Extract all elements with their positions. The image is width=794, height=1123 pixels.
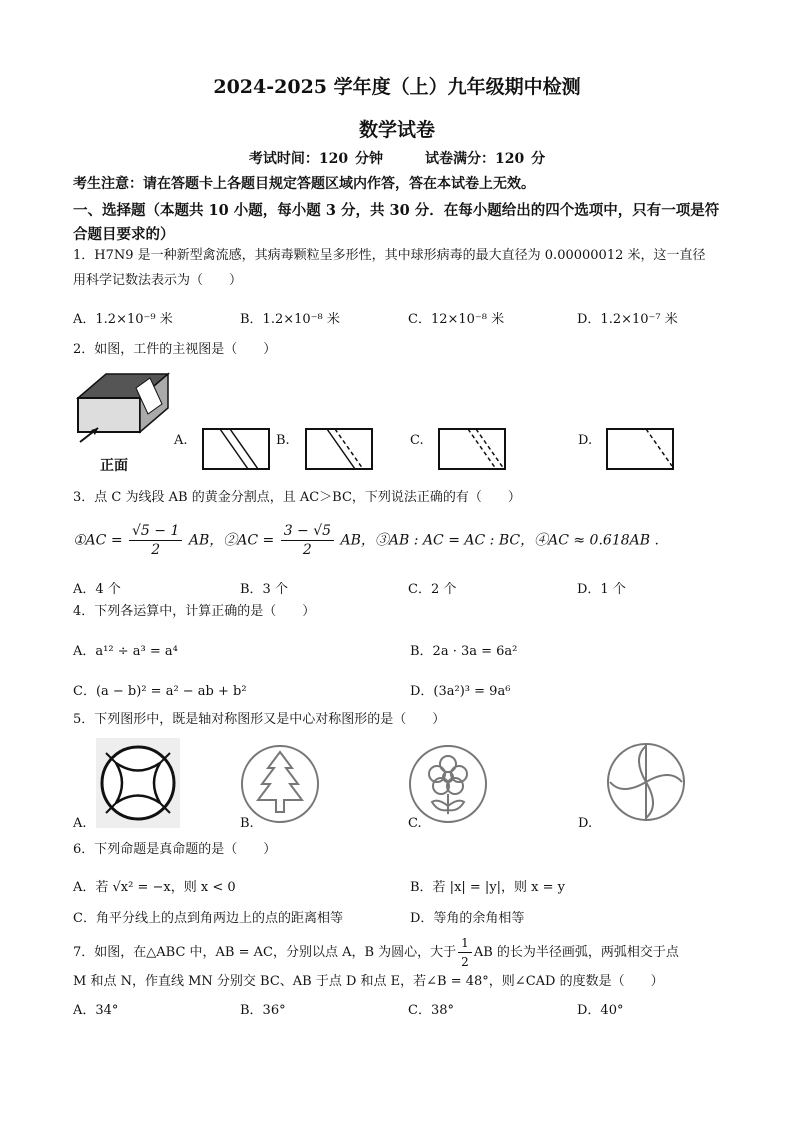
exam-subtitle: 数学试卷	[358, 119, 435, 141]
q2-option-c-figure	[438, 428, 506, 470]
q5-option-c: C.	[408, 816, 422, 831]
q5-option-d: D.	[578, 816, 593, 831]
q5-option-c-figure	[406, 742, 490, 826]
q1-option-d: D．1.2×10⁻⁷ 米	[577, 312, 678, 327]
q6-option-d: D．等角的余角相等	[410, 911, 525, 926]
q6-text: 6．下列命题是真命题的是（ ）	[73, 842, 277, 857]
q7-text-line2: M 和点 N，作直线 MN 分别交 BC、AB 于点 D 和点 E，若∠B = 48°，则∠CAD 的度数是（ ）	[73, 974, 664, 989]
exam-score: 试卷满分：120 分	[425, 151, 546, 167]
q3-fraction-1: $\frac{√5 - 1}{2}$	[129, 522, 182, 559]
q2-option-d: D.	[578, 433, 593, 448]
q5-option-d-figure	[604, 740, 688, 824]
q3-statement-rest: AB，③AB : AC = AC : BC，④AC ≈ 0.618AB .	[340, 532, 659, 549]
exam-info	[0, 148, 794, 168]
q1-option-b: B．1.2×10⁻⁸ 米	[240, 312, 340, 327]
q5-option-b-figure	[238, 742, 322, 826]
q6-option-a: A．若 √x² = −x，则 x < 0	[73, 880, 236, 895]
q2-option-b-figure	[305, 428, 373, 470]
q4-option-b: B．2a · 3a = 6a²	[410, 644, 518, 659]
q7-text-part2: AB 的长为半径画弧，两弧相交于点	[473, 945, 679, 960]
q7-option-c: C．38°	[408, 1003, 454, 1018]
q5-option-b: B.	[240, 816, 254, 831]
q6-option-b: B．若 |x| = |y|，则 x = y	[410, 880, 566, 895]
q7-fraction-half: $\frac{1}{2}$	[458, 934, 472, 971]
q3-statement-1-label: ①AC =	[73, 532, 123, 549]
q3-option-a: A．4 个	[73, 582, 121, 597]
q5-option-a-figure	[96, 738, 180, 828]
q3-statement-2-label: AB，②AC =	[188, 532, 275, 549]
q2-text: 2．如图，工件的主视图是（ ）	[73, 342, 277, 357]
q5-text: 5．下列图形中，既是轴对称图形又是中心对称图形的是（ ）	[73, 712, 446, 727]
q7-option-b: B．36°	[240, 1003, 286, 1018]
q2-front-label: 正面	[100, 458, 128, 474]
q4-text: 4．下列各运算中，计算正确的是（ ）	[73, 604, 316, 619]
q3-fraction-2: $\frac{3 - √5}{2}$	[281, 522, 334, 559]
q4-option-d: D．(3a²)³ = 9a⁶	[410, 684, 511, 699]
q3-option-d: D．1 个	[577, 582, 626, 597]
q2-option-a-figure	[202, 428, 270, 470]
q1-text-line1: 1．H7N9 是一种新型禽流感，其病毒颗粒呈多形性，其中球形病毒的最大直径为 0.00000012 米，这一直径	[73, 248, 706, 263]
q6-option-c: C．角平分线上的点到角两边上的点的距离相等	[73, 911, 343, 926]
q2-workpiece-figure	[76, 370, 176, 450]
q2-option-b: B.	[276, 433, 290, 448]
q7-text-line1	[73, 934, 679, 971]
q3-option-c: C．2 个	[408, 582, 457, 597]
q4-option-c: C．(a − b)² = a² − ab + b²	[73, 684, 247, 699]
q7-text-part1: 7．如图，在△ABC 中，AB = AC，分别以点 A，B 为圆心，大于	[73, 945, 457, 960]
q3-text: 3．点 C 为线段 AB 的黄金分割点，且 AC＞BC，下列说法正确的有（ ）	[73, 490, 521, 505]
q1-option-a: A．1.2×10⁻⁹ 米	[73, 312, 173, 327]
q2-option-d-figure	[606, 428, 674, 470]
q2-option-a: A.	[174, 433, 188, 448]
exam-title: 2024-2025 学年度（上）九年级期中检测	[213, 76, 581, 98]
q1-option-c: C．12×10⁻⁸ 米	[408, 312, 505, 327]
q5-option-a: A.	[73, 816, 87, 831]
q3-option-b: B．3 个	[240, 582, 288, 597]
section-heading: 一、选择题（本题共 10 小题，每小题 3 分，共 30 分．在每小题给出的四个选项中，只有一项是符合题目要求的）	[73, 202, 720, 243]
q2-option-c: C.	[410, 433, 424, 448]
q7-option-d: D．40°	[577, 1003, 624, 1018]
q4-option-a: A．a¹² ÷ a³ = a⁴	[73, 644, 178, 659]
exam-notice: 考生注意：请在答题卡上各题目规定答题区域内作答，答在本试卷上无效。	[73, 176, 535, 192]
q1-text-line2: 用科学记数法表示为（ ）	[73, 273, 243, 288]
exam-time: 考试时间：120 分钟	[248, 151, 383, 167]
q7-option-a: A．34°	[73, 1003, 119, 1018]
q3-statements	[73, 522, 659, 559]
